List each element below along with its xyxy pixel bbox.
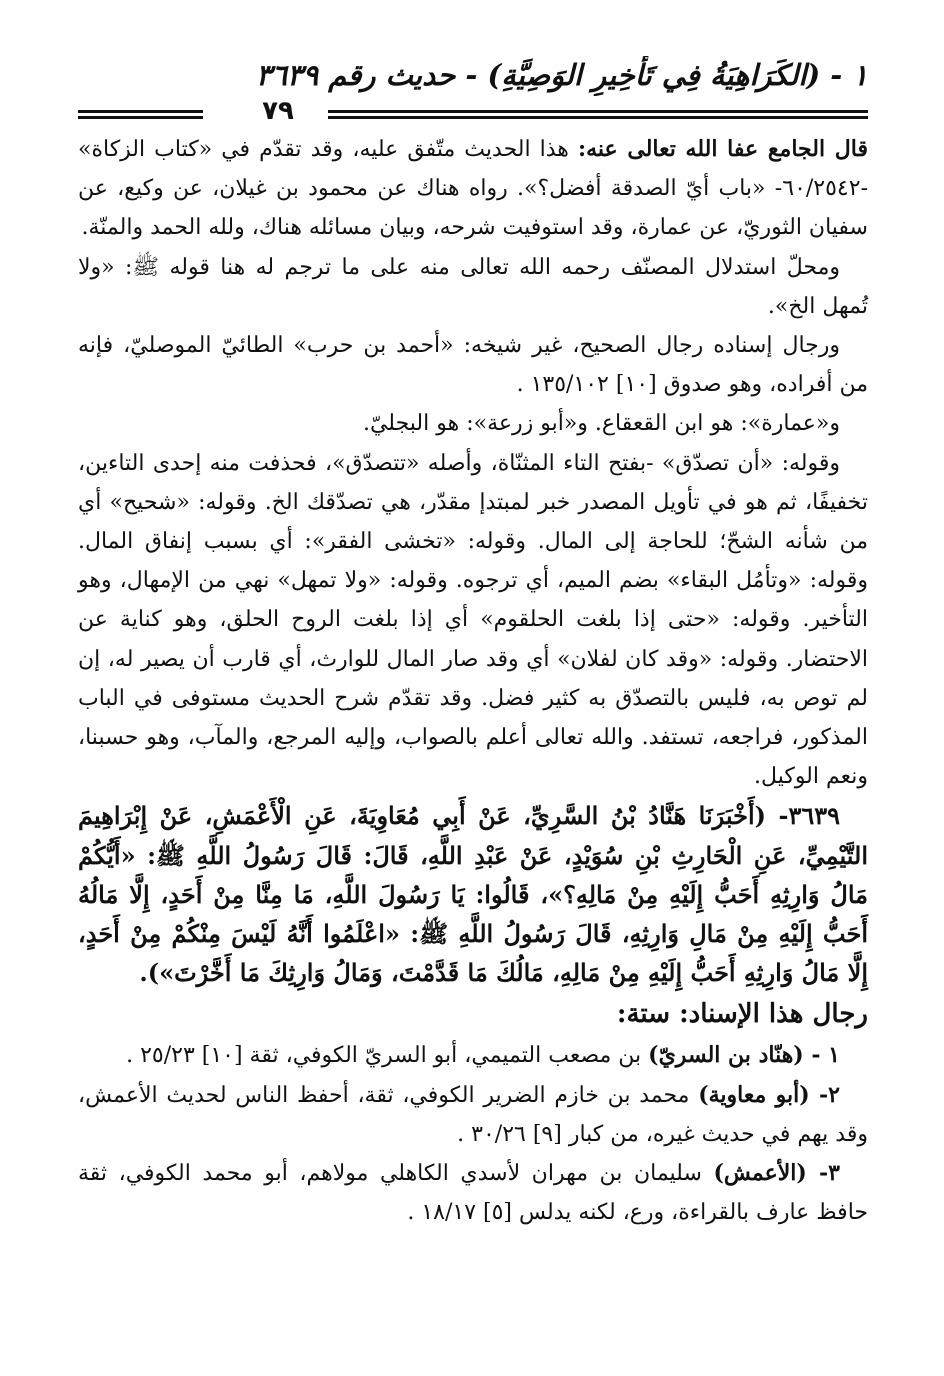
commentary-text: هذا الحديث متّفق عليه، وقد تقدّم في «كتاب الزكاة» -٦٠/٢٥٤٢- «باب أيّ الصدقة أفضل؟». رواه هناك عن محمود بن غيلان، عن وكيع، عن سفيان الثوريّ، عن عمارة، وقد استوفيت شرحه، وبيان مسائله هناك، ولله الحمد والمنّة. — [78, 137, 868, 241]
header-rule-right — [328, 110, 868, 119]
narrator-details: محمد بن خازم الضرير الكوفي، ثقة، أحفظ الناس لحديث الأعمش، وقد يهم في حديث غيره، من كبار [٩] ٣٠/٢٦ . — [78, 1082, 868, 1147]
commentary-paragraph — [78, 404, 868, 443]
commentary-paragraph — [78, 326, 868, 404]
narrator-list — [78, 1036, 868, 1232]
commentary-paragraph — [78, 444, 868, 797]
section-heading: رجال هذا الإسناد: ستة: — [616, 999, 868, 1030]
commentary-paragraph — [78, 248, 868, 326]
narrator-entry — [78, 1036, 868, 1075]
narrator-entry — [78, 1154, 868, 1232]
narrator-name: ٢- (أبو معاوية) — [698, 1081, 840, 1108]
running-title: ١ - (الكَرَاهِيَةُ فِي تَأخِيرِ الوَصِيَّةِ) - حديث رقم ٣٦٣٩ — [255, 58, 868, 92]
commentary-paragraph — [78, 130, 868, 248]
narrator-entry — [78, 1076, 868, 1154]
narrator-details: سليمان بن مهران لأسدي الكاهلي مولاهم، أبو محمد الكوفي، ثقة حافظ عارف بالقراءة، ورع، لكنه يدلس [٥] ١٨/١٧ . — [78, 1161, 868, 1226]
commentary-text: ومحلّ استدلال المصنّف رحمه الله تعالى منه على ما ترجم له هنا قوله ﷺ: «ولا تُمهل الخ». — [78, 254, 868, 319]
book-page — [78, 56, 868, 1232]
commentary-text: وقوله: «أن تصدّق» -بفتح التاء المثنّاة، وأصله «تتصدّق»، فحذفت منه إحدى التاءين، تخفيفًا، ثم هو في تأويل المصدر خبر لمبتدإ مقدّر، هي تصدّقك الخ. وقوله: «شحيح» أي من شأنه الشحّ؛ للحاجة إلى المال. وقوله: «تخشى الفقر»: أي بسبب إنفاق المال. وقوله: «وتأمُل البقاء» بضم الميم، أي ترجوه. وقوله: «ولا تمهل» نهي من الإمهال، وهو التأخير. وقوله: «حتى إذا بلغت الحلقوم» أي إذا بلغت الروح الحلق، وهو كناية عن الاحتضار. وقوله: «وقد كان لفلان» أي وقد صار المال للوارث، أي قارب أن يصير له، إن لم توص به، فليس بالتصدّق به كثير فضل. وقد تقدّم شرح الحديث مستوفى في الباب المذكور، فراجعه، تستفد. والله تعالى أعلم بالصواب، وإليه المرجع، والمآب، وهو حسبنا، ونعم الوكيل. — [78, 450, 868, 790]
page-number: ٧٩ — [262, 96, 294, 126]
commentary-text: ورجال إسناده رجال الصحيح، غير شيخه: «أحمد بن حرب» الطائيّ الموصليّ، فإنه من أفراده، وهو صدوق [١٠] ١٣٥/١٠٢ . — [78, 333, 868, 398]
commentary-text: و«عمارة»: هو ابن القعقاع. و«أبو زرعة»: هو البجليّ. — [362, 411, 840, 437]
narrator-details: بن مصعب التميمي، أبو السريّ الكوفي، ثقة [١٠] ٢٥/٢٣ . — [126, 1043, 649, 1069]
commentary-lead: قال الجامع عفا الله تعالى عنه: — [577, 136, 868, 162]
header-rule — [78, 98, 868, 130]
narrator-name: ٣- (الأعمش) — [713, 1160, 840, 1187]
header-rule-left — [78, 110, 203, 119]
hadith-text: ٣٦٣٩- (أَخْبَرَنَا هَنَّادُ بْنُ السَّرِيِّ، عَنْ أَبِي مُعَاوِيَةَ، عَنِ الْأَعْمَشِ، عَنْ إِبْرَاهِيمَ التَّيْمِيِّ، عَنِ الْحَارِثِ بْنِ سُوَيْدٍ، عَنْ عَبْدِ اللَّهِ، قَالَ: قَالَ رَسُولُ اللَّهِ ﷺ: «أَيُّكُمْ مَالُ وَارِثِهِ أَحَبُّ إِلَيْهِ مِنْ مَالِهِ؟»، قَالُوا: يَا رَسُولَ اللَّهِ، مَا مِنَّا مِنْ أَحَدٍ، إِلَّا مَالُهُ أَحَبُّ إِلَيْهِ مِنْ مَالِ وَارِثِهِ، قَالَ رَسُولُ اللَّهِ ﷺ: «اعْلَمُوا أَنَّهُ لَيْسَ مِنْكُمْ مِنْ أَحَدٍ، إِلَّا مَالُ وَارِثِهِ أَحَبُّ إِلَيْهِ مِنْ مَالِهِ، مَالُكَ مَا قَدَّمْتَ، وَمَالُ وَارِثِكَ مَا أَخَّرْتَ»). — [78, 801, 868, 988]
narrator-name: ١ - (هنّاد بن السريّ) — [648, 1042, 840, 1069]
